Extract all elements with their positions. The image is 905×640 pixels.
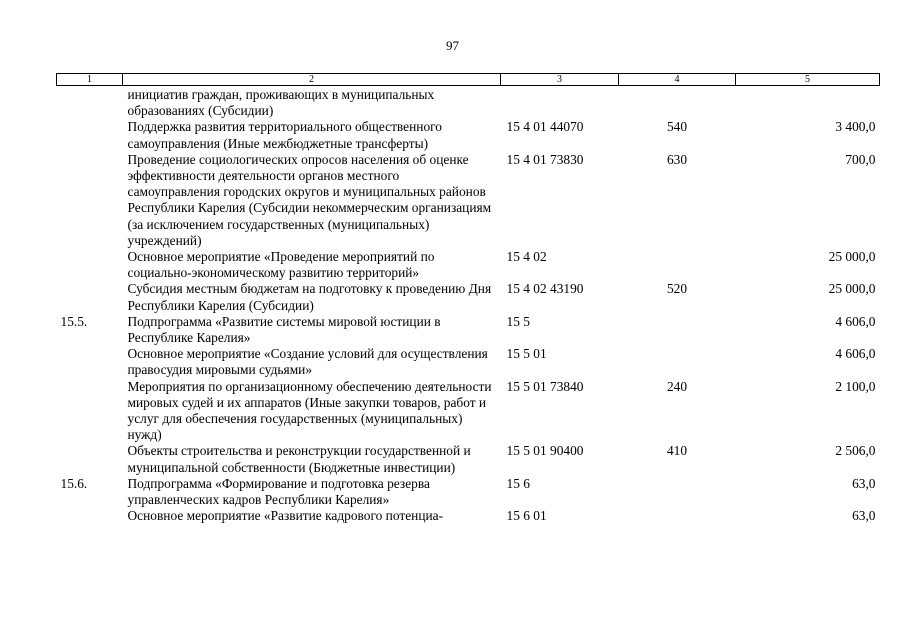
row-amount bbox=[736, 86, 880, 120]
row-code: 15 4 01 73830 bbox=[506, 151, 584, 167]
row-name: Проведение социологических опросов населения об оценке эффективности деятельности органов местного самоуправления городских округов и муниципальных районов Республики Карелия (Субсидии некоммерческим организациям (за исключением государственных (муниципальных) учреждений) bbox=[127, 151, 492, 248]
row-type bbox=[619, 508, 736, 524]
table-row bbox=[57, 443, 880, 475]
row-number: 15.6. bbox=[60, 475, 88, 491]
page-number: 97 bbox=[446, 38, 459, 53]
row-type bbox=[619, 249, 736, 281]
row-code bbox=[501, 86, 619, 120]
column-header-code: 3 bbox=[501, 74, 619, 86]
row-code: 15 6 bbox=[506, 475, 530, 491]
row-amount: 3 400,0 bbox=[835, 119, 876, 135]
table-row bbox=[57, 379, 880, 444]
column-header-type: 4 bbox=[619, 74, 736, 86]
column-header-name: 2 bbox=[123, 74, 501, 86]
row-number bbox=[57, 281, 123, 313]
row-number bbox=[57, 379, 123, 444]
row-name: Подпрограмма «Развитие системы мировой юстиции в Республике Карелия» bbox=[127, 313, 441, 346]
row-number bbox=[57, 508, 123, 524]
table-row bbox=[57, 152, 880, 249]
column-header-amount: 5 bbox=[736, 74, 880, 86]
row-code: 15 5 01 bbox=[506, 346, 547, 362]
row-name: Подпрограмма «Формирование и подготовка резерва управленческих кадров Республики Карелия» bbox=[127, 475, 430, 508]
header-row bbox=[57, 74, 880, 86]
row-type bbox=[619, 86, 736, 120]
row-amount: 4 606,0 bbox=[835, 346, 876, 362]
table-header bbox=[57, 74, 880, 86]
row-name: Мероприятия по организационному обеспечению деятельности мировых судей и их аппаратов (Иные закупки товаров, работ и услуг для обеспечения государственных (муниципальных) нужд) bbox=[127, 378, 492, 443]
row-name: Основное мероприятие «Проведение мероприятий по социально-экономическому развитию территорий» bbox=[127, 249, 435, 281]
row-type bbox=[619, 314, 736, 346]
row-amount: 25 000,0 bbox=[828, 281, 876, 297]
row-amount: 2 100,0 bbox=[835, 378, 876, 394]
row-number bbox=[57, 119, 123, 151]
row-name: Объекты строительства и реконструкции государственной и муниципальной собственности (Бюджетные инвестиции) bbox=[127, 443, 471, 475]
row-code: 15 4 01 44070 bbox=[506, 119, 584, 135]
table-row bbox=[57, 314, 880, 346]
table-row bbox=[57, 119, 880, 151]
row-amount: 2 506,0 bbox=[835, 443, 876, 459]
row-amount: 63,0 bbox=[852, 508, 876, 524]
row-name: Основное мероприятие «Развитие кадрового потенциа- bbox=[127, 508, 444, 524]
column-header-number: 1 bbox=[57, 74, 123, 86]
row-number bbox=[57, 249, 123, 281]
row-code: 15 5 bbox=[506, 313, 530, 329]
row-name: Поддержка развития территориального общественного самоуправления (Иные межбюджетные трансферты) bbox=[127, 119, 442, 151]
row-code: 15 4 02 bbox=[506, 249, 547, 265]
row-number bbox=[57, 443, 123, 475]
row-amount: 63,0 bbox=[852, 475, 876, 491]
row-type: 240 bbox=[666, 378, 688, 394]
row-type bbox=[619, 476, 736, 508]
row-type: 410 bbox=[666, 443, 688, 459]
row-code: 15 5 01 90400 bbox=[506, 443, 584, 459]
row-amount: 4 606,0 bbox=[835, 313, 876, 329]
table-row bbox=[57, 476, 880, 508]
table-row bbox=[57, 346, 880, 378]
row-code: 15 5 01 73840 bbox=[506, 378, 584, 394]
row-number bbox=[57, 152, 123, 249]
row-name: Основное мероприятие «Создание условий для осуществления правосудия мировыми судьями» bbox=[127, 346, 488, 378]
row-amount: 25 000,0 bbox=[828, 249, 876, 265]
row-type: 520 bbox=[666, 281, 688, 297]
row-number bbox=[57, 86, 123, 120]
row-name: Субсидия местным бюджетам на подготовку к проведению Дня Республики Карелия (Субсидии) bbox=[127, 281, 492, 313]
table-row bbox=[57, 281, 880, 313]
row-type: 630 bbox=[666, 151, 688, 167]
budget-table bbox=[56, 73, 880, 524]
row-number: 15.5. bbox=[60, 313, 88, 329]
row-amount: 700,0 bbox=[845, 151, 876, 167]
table-row bbox=[57, 249, 880, 281]
row-code: 15 4 02 43190 bbox=[506, 281, 584, 297]
row-type bbox=[619, 346, 736, 378]
table-row bbox=[57, 508, 880, 524]
row-code: 15 6 01 bbox=[506, 508, 547, 524]
row-name: инициатив граждан, проживающих в муниципальных образованиях (Субсидии) bbox=[127, 87, 435, 119]
table-row bbox=[57, 86, 880, 120]
table-body bbox=[57, 86, 880, 525]
row-type: 540 bbox=[666, 119, 688, 135]
row-number bbox=[57, 346, 123, 378]
